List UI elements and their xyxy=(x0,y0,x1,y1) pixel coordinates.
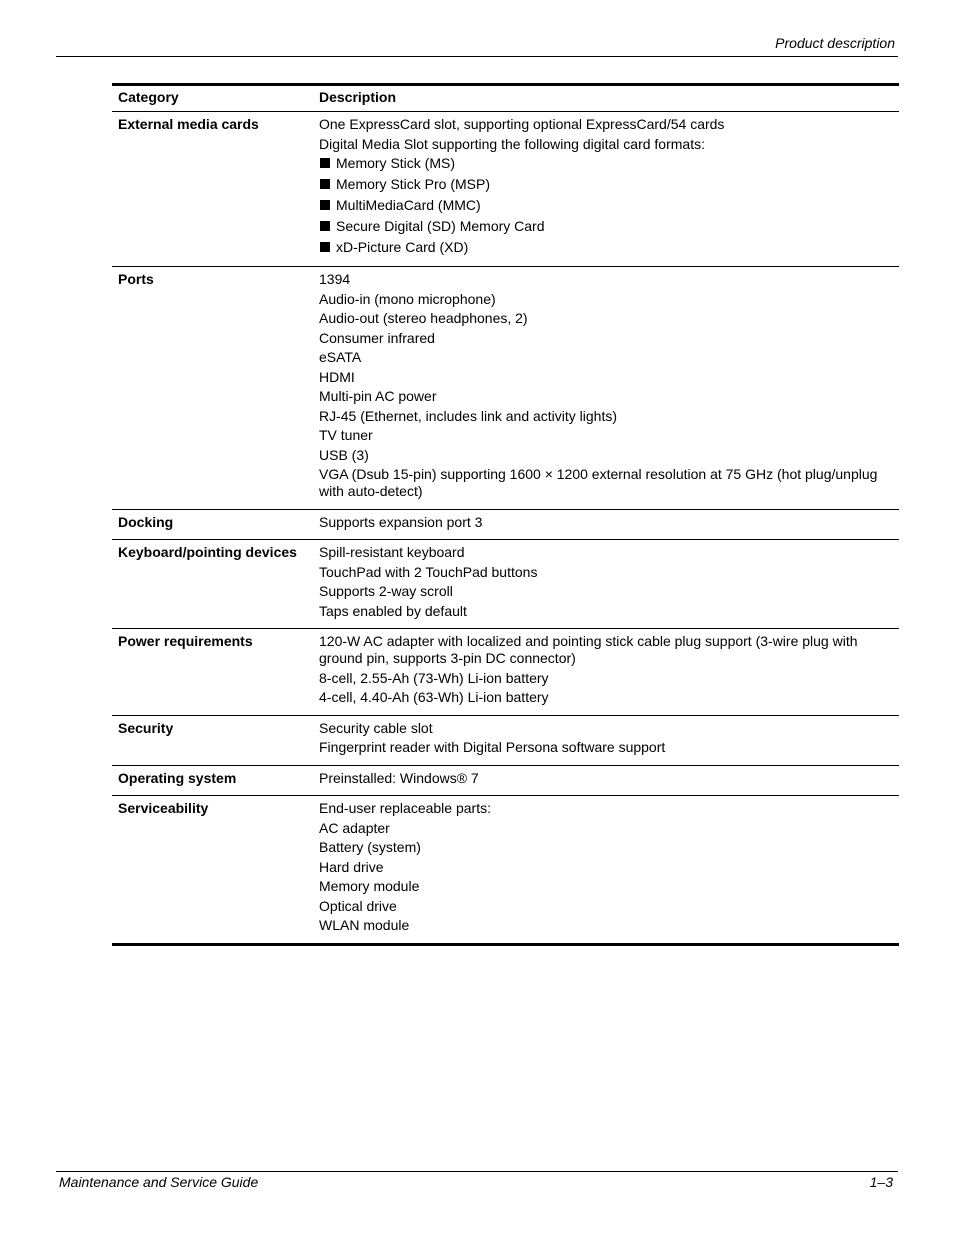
row-category: Ports xyxy=(112,267,313,510)
black-square-bullet-icon xyxy=(320,221,330,231)
page-header-title: Product description xyxy=(775,35,895,51)
table-row xyxy=(112,715,899,765)
bullet-list-item xyxy=(319,197,893,214)
description-line: Optical drive xyxy=(319,897,397,914)
description-line: Consumer infrared xyxy=(319,329,435,346)
row-category: Keyboard/pointing devices xyxy=(112,540,313,629)
description-line: TouchPad with 2 TouchPad buttons xyxy=(319,563,538,580)
black-square-bullet-icon xyxy=(320,179,330,189)
bullet-list-item xyxy=(319,155,893,172)
description-line: Battery (system) xyxy=(319,839,421,855)
row-description xyxy=(313,267,899,510)
description-line: AC adapter xyxy=(319,819,390,836)
row-category: Docking xyxy=(112,509,313,540)
table-row xyxy=(112,112,899,267)
row-description xyxy=(313,629,899,716)
row-category: Security xyxy=(112,715,313,765)
description-line: Supports expansion port 3 xyxy=(319,513,483,530)
table-row xyxy=(112,540,899,629)
description-line: 1394 xyxy=(319,271,351,287)
description-line: Digital Media Slot supporting the following digital card formats: xyxy=(319,135,705,152)
black-square-bullet-icon xyxy=(320,242,330,252)
table-row xyxy=(112,509,899,540)
description-line: One ExpressCard slot, supporting optional ExpressCard/54 cards xyxy=(319,116,725,132)
description-line: eSATA xyxy=(319,349,362,365)
table-row xyxy=(112,629,899,716)
description-line: VGA (Dsub 15-pin) supporting 1600 × 1200 external resolution at 75 GHz (hot plug/unplug with auto-detect) xyxy=(319,466,878,499)
row-description xyxy=(313,509,899,540)
description-line: Supports 2-way scroll xyxy=(319,583,453,599)
table-header-row xyxy=(112,85,899,112)
description-line: Audio-in (mono microphone) xyxy=(319,290,496,307)
table-body xyxy=(112,112,899,945)
description-line: USB (3) xyxy=(319,446,369,463)
description-line: Security cable slot xyxy=(319,719,433,736)
bullet-text: Memory Stick (MS) xyxy=(336,155,455,171)
black-square-bullet-icon xyxy=(320,158,330,168)
description-line: 4-cell, 4.40-Ah (63-Wh) Li-ion battery xyxy=(319,689,549,705)
description-line: WLAN module xyxy=(319,917,410,933)
row-description xyxy=(313,796,899,945)
footer-divider xyxy=(56,1171,898,1172)
row-category: Power requirements xyxy=(112,629,313,716)
description-line: 120-W AC adapter with localized and pointing stick cable plug support (3-wire plug with ground pin, supports 3-pin DC connector) xyxy=(319,633,858,666)
description-line: Memory module xyxy=(319,878,420,894)
black-square-bullet-icon xyxy=(320,200,330,210)
footer-guide-title: Maintenance and Service Guide xyxy=(59,1174,259,1190)
description-line: Spill-resistant keyboard xyxy=(319,544,465,560)
bullet-text: MultiMediaCard (MMC) xyxy=(336,197,481,213)
row-description xyxy=(313,765,899,796)
description-line: 8-cell, 2.55-Ah (73-Wh) Li-ion battery xyxy=(319,669,549,686)
header-divider xyxy=(56,56,898,57)
description-line: Audio-out (stereo headphones, 2) xyxy=(319,310,528,326)
description-line: Preinstalled: Windows® 7 xyxy=(319,769,479,786)
description-line: Multi-pin AC power xyxy=(319,388,437,404)
bullet-text: Memory Stick Pro (MSP) xyxy=(336,176,491,192)
description-line: RJ-45 (Ethernet, includes link and activity lights) xyxy=(319,407,618,424)
bullet-text: xD-Picture Card (XD) xyxy=(336,239,469,255)
row-description xyxy=(313,715,899,765)
row-category: Operating system xyxy=(112,765,313,796)
bullet-list-item xyxy=(319,218,893,235)
column-header-description: Description xyxy=(313,85,899,112)
bullet-list-item xyxy=(319,176,893,193)
row-description xyxy=(313,540,899,629)
column-header-category: Category xyxy=(112,85,313,112)
description-line: End-user replaceable parts: xyxy=(319,800,491,816)
description-line: Fingerprint reader with Digital Persona software support xyxy=(319,739,666,755)
description-line: Hard drive xyxy=(319,858,384,875)
specifications-table xyxy=(112,83,899,946)
bullet-text: Secure Digital (SD) Memory Card xyxy=(336,218,545,234)
row-description xyxy=(313,112,899,267)
row-category: External media cards xyxy=(112,112,313,267)
description-line: TV tuner xyxy=(319,427,373,443)
description-line: Taps enabled by default xyxy=(319,602,467,619)
table-row xyxy=(112,796,899,945)
row-category: Serviceability xyxy=(112,796,313,945)
table-row xyxy=(112,765,899,796)
table-row xyxy=(112,267,899,510)
footer-page-number: 1–3 xyxy=(869,1174,893,1190)
description-line: HDMI xyxy=(319,368,355,385)
bullet-list-item xyxy=(319,239,893,256)
